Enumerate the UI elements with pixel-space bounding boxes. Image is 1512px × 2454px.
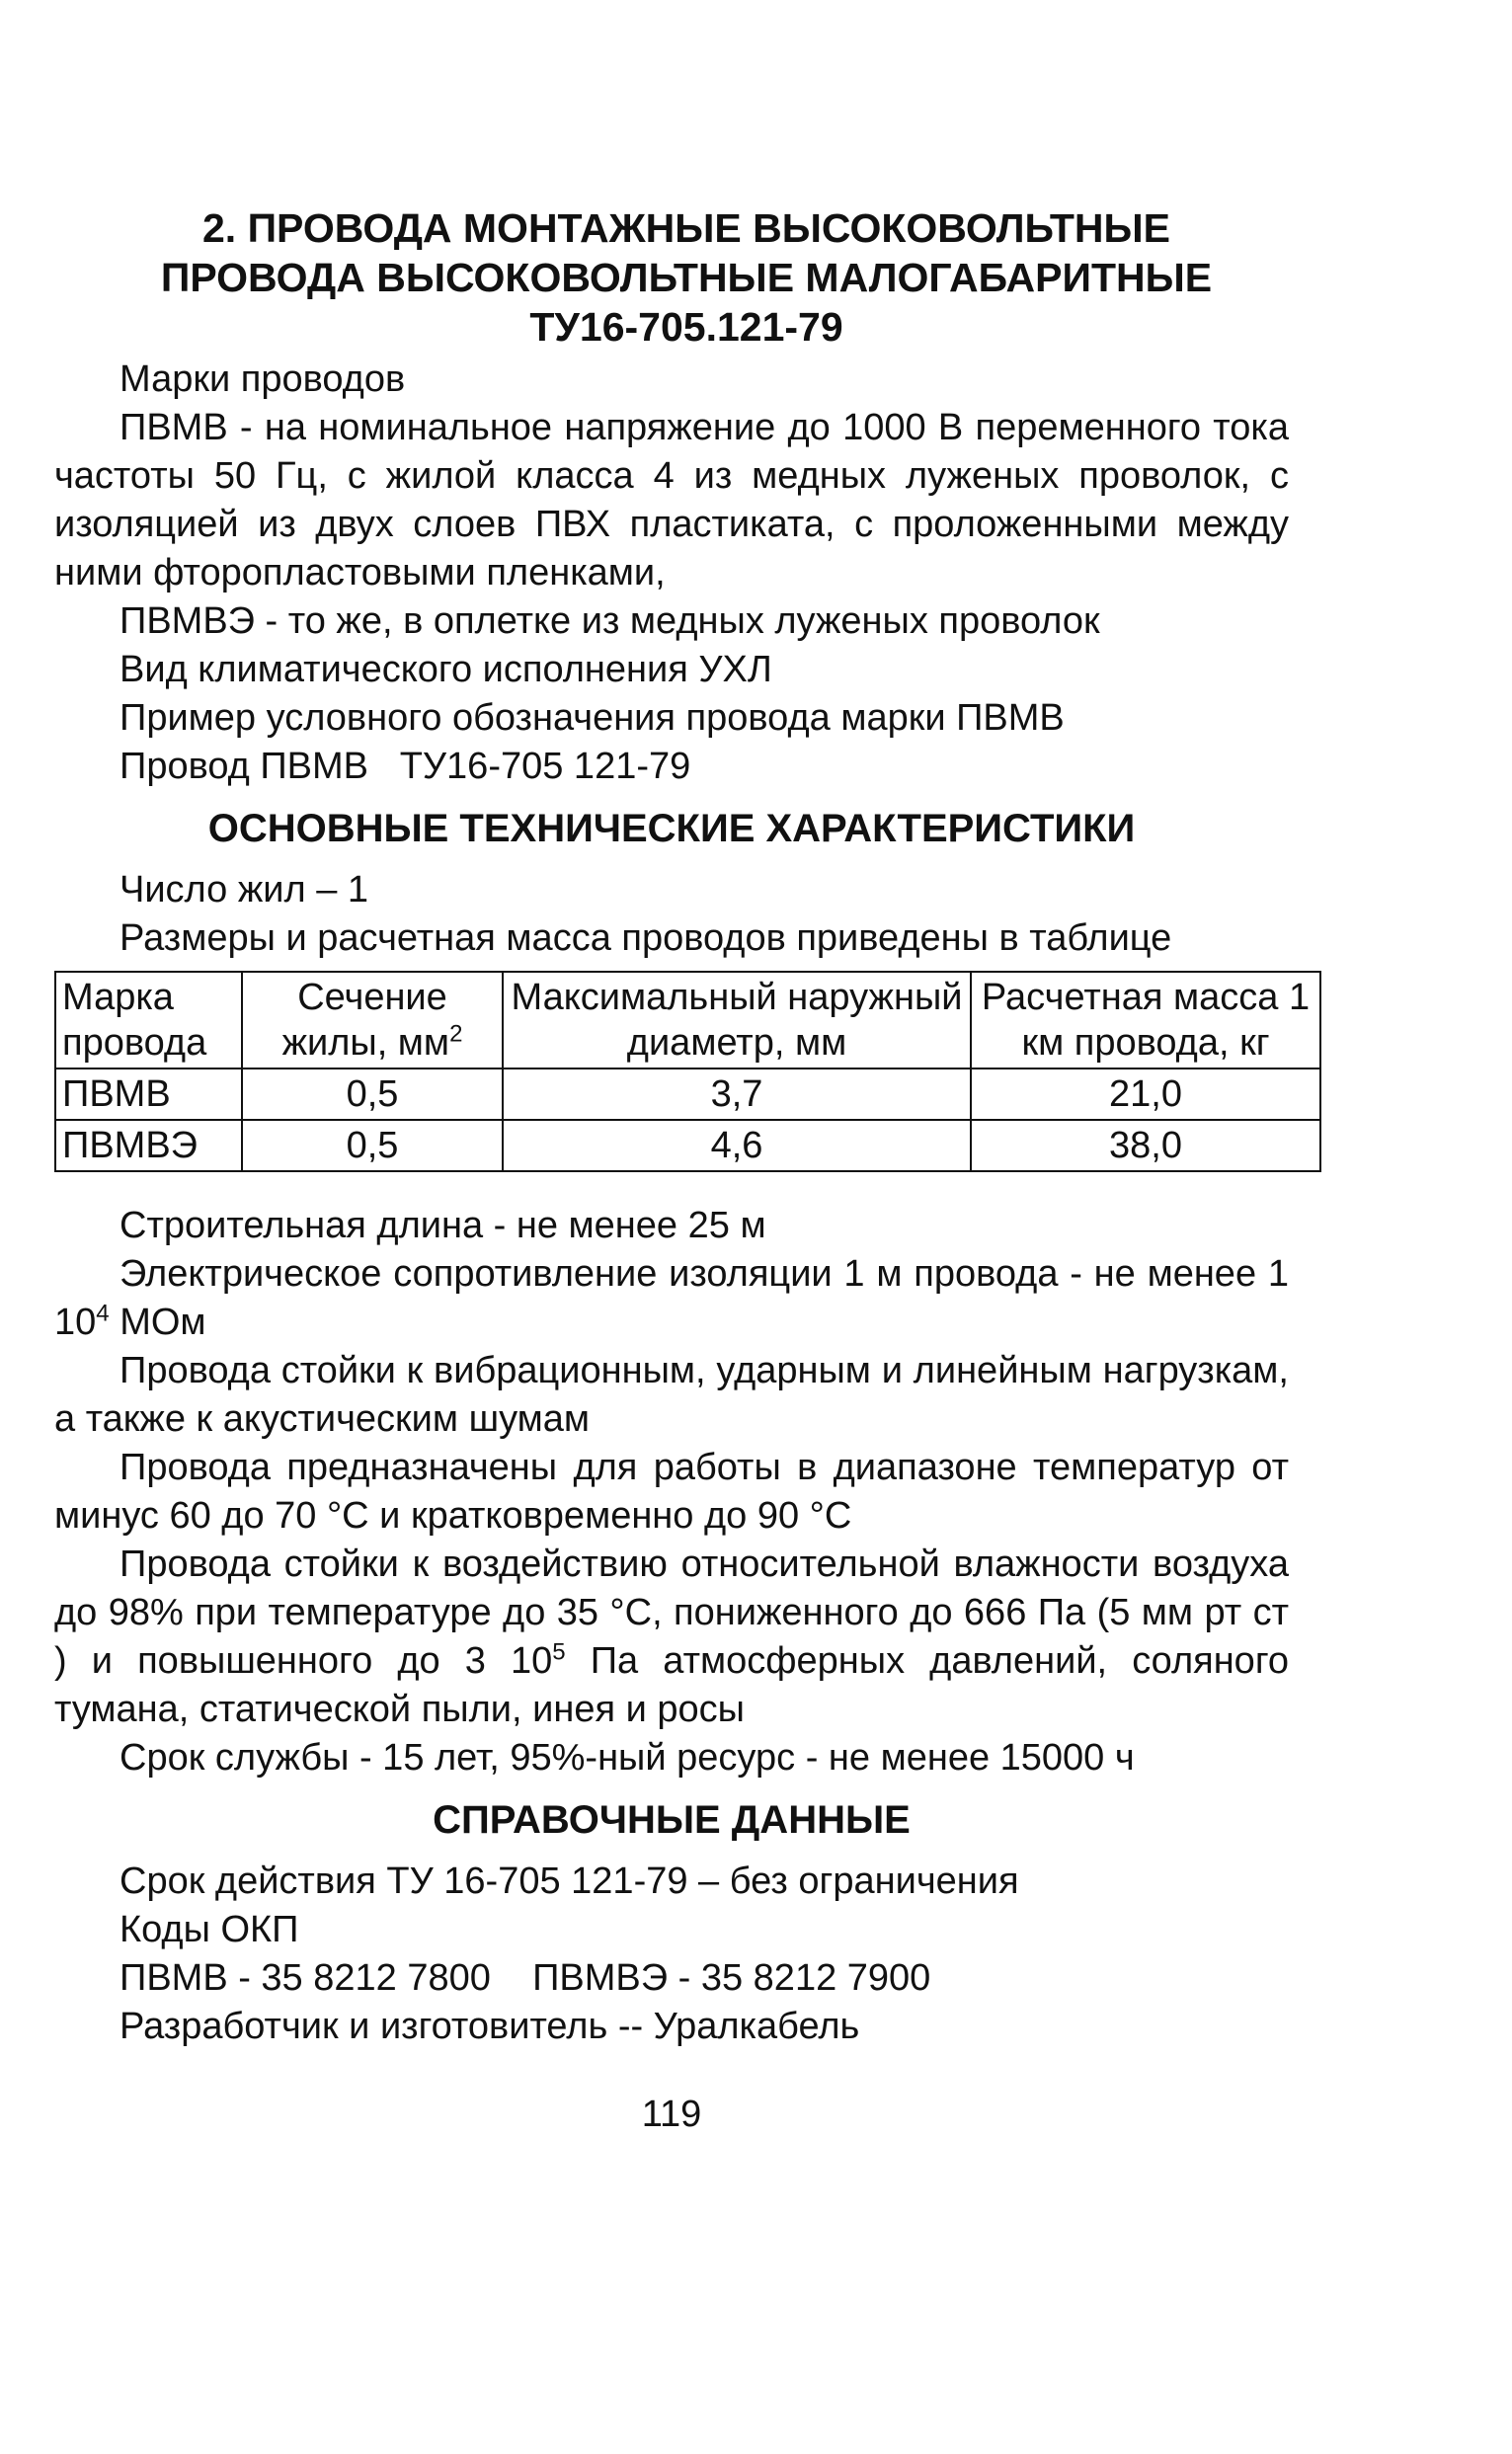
humidity-resistance	[54, 1541, 1289, 1734]
cell-section: 0,5	[242, 1120, 503, 1171]
cell-section: 0,5	[242, 1069, 503, 1120]
temperature-range: Провода предназначены для работы в диапазоне температур от минус 60 до 70 °С и кратковременно до 90 °С	[54, 1447, 1289, 1537]
resistance-exponent: 4	[96, 1300, 110, 1327]
specs-table	[54, 971, 1321, 1172]
example-heading: Пример условного обозначения провода марки ПВМВ	[119, 697, 1065, 739]
humidity-exponent: 5	[552, 1638, 566, 1666]
humidity-text: Провода стойки к воздействию относительной влажности воздуха до 98% при температуре до 35 °С, пониженного до 666 Па (5 мм рт ст ) и повышенного до 3 10	[54, 1544, 1289, 1682]
header-mark: Марка провода	[55, 972, 242, 1069]
header-diameter: Максимальный наружный диаметр, мм	[503, 972, 971, 1069]
example-designation: Провод ПВМВ ТУ16-705 121-79	[119, 746, 691, 787]
developer: Разработчик и изготовитель -- Уралкабель	[119, 2006, 860, 2047]
resistance-text: Электрическое сопротивление изоляции 1 м провода - не менее 1 10	[54, 1253, 1289, 1343]
table-row	[55, 1120, 1320, 1171]
table-intro: Размеры и расчетная масса проводов приведены в таблице	[119, 917, 1172, 959]
climate-version: Вид климатического исполнения УХЛ	[119, 649, 772, 690]
reference-heading: СПРАВОЧНЫЕ ДАННЫЕ	[433, 1798, 911, 1842]
body-content	[54, 356, 1311, 2139]
cell-mark: ПВМВЭ	[55, 1120, 242, 1171]
header-section-text: Сечение жилы, мм	[281, 977, 450, 1064]
cell-mass: 21,0	[971, 1069, 1320, 1120]
validity-period: Срок действия ТУ 16-705 121-79 – без ограничения	[119, 1860, 1019, 1902]
title-line-3: ТУ16-705.121-79	[529, 304, 843, 350]
header-section	[242, 972, 503, 1069]
service-life: Срок службы - 15 лет, 95%-ный ресурс - не менее 15000 ч	[119, 1737, 1135, 1779]
cell-mark: ПВМВ	[55, 1069, 242, 1120]
header-section-sup: 2	[449, 1020, 463, 1048]
cell-diameter: 3,7	[503, 1069, 971, 1120]
cell-mass: 38,0	[971, 1120, 1320, 1171]
pvmve-description: ПВМВЭ - то же, в оплетке из медных луженых проволок	[119, 600, 1100, 642]
okp-codes: ПВМВ - 35 8212 7800 ПВМВЭ - 35 8212 7900	[119, 1957, 931, 1999]
title-line-1: 2. ПРОВОДА МОНТАЖНЫЕ ВЫСОКОВОЛЬТНЫЕ	[202, 205, 1170, 251]
table-row	[55, 1069, 1320, 1120]
vibration-resistance: Провода стойки к вибрационным, ударным и линейным нагрузкам, а также к акустическим шумам	[54, 1350, 1289, 1440]
construction-length: Строительная длина - не менее 25 м	[119, 1205, 766, 1246]
okp-heading: Коды ОКП	[119, 1909, 299, 1950]
resistance-unit: МОм	[109, 1302, 206, 1343]
humidity-text-end: Па атмосферных давлений, соляного тумана, статической пыли, инея и росы	[54, 1640, 1289, 1730]
header-mass: Расчетная масса 1 км провода, кг	[971, 972, 1320, 1069]
title-line-2: ПРОВОДА ВЫСОКОВОЛЬТНЫЕ МАЛОГАБАРИТНЫЕ	[160, 255, 1213, 300]
cores-count: Число жил – 1	[119, 869, 369, 910]
page-number: 119	[641, 2094, 702, 2135]
cell-diameter: 4,6	[503, 1120, 971, 1171]
pvmv-description: ПВМВ - на номинальное напряжение до 1000 В переменного тока частоты 50 Гц, с жилой класса 4 из медных луженых проволок, с изоляцией из двух слоев ПВХ пластиката, с проложенными между ними фторопластовыми пленками,	[54, 407, 1289, 594]
marks-heading: Марки проводов	[119, 358, 406, 400]
insulation-resistance	[54, 1250, 1289, 1347]
table-header-row	[55, 972, 1320, 1069]
document-title	[119, 203, 1254, 352]
specs-heading: ОСНОВНЫЕ ТЕХНИЧЕСКИЕ ХАРАКТЕРИСТИКИ	[207, 807, 1136, 850]
